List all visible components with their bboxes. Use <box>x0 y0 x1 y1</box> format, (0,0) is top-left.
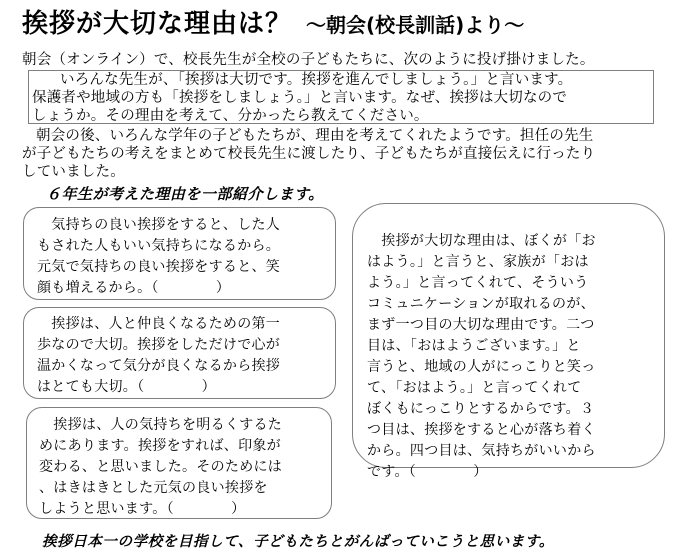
followup-paragraph <box>22 127 682 181</box>
card-line: 挨拶が大切な理由は、ぼくが「お <box>367 233 596 249</box>
card-line: 気持ちの良い挨拶をすると、した人 <box>37 217 281 233</box>
reason-card-4-text <box>367 231 596 483</box>
card-line: 歩なので大切。挨拶をしただけで心が <box>37 337 281 353</box>
card-line: もされた人もいい気持ちになるから。 <box>37 238 281 254</box>
card-line: コミュニケーションが取れるのが、 <box>367 296 595 312</box>
followup-line: 朝会の後、いろんな学年の子どもたちが、理由を考えてくれたようです。担任の先生 <box>36 128 594 144</box>
reason-card-3-text <box>39 415 282 520</box>
closing-message: 挨拶日本一の学校を目指して、子どもたちとがんばっていこうと思います。 <box>42 533 554 550</box>
quote-text <box>32 71 662 125</box>
card-line: て、「おはよう。」と言ってくれて <box>367 380 582 396</box>
page-title <box>22 6 524 45</box>
card-line: 目は、「おはようございます。」と <box>367 338 581 354</box>
quote-line: しょうか。その理由を考えて、分かったら教えてください。 <box>32 108 429 124</box>
card-line: 言うと、地域の人がにっこりと笑っ <box>367 359 596 375</box>
card-line: 、はきはきとした元気の良い挨拶を <box>39 480 268 496</box>
card-line: ぼくもにっこりとするからです。３ <box>367 401 595 417</box>
reason-card-1-text <box>37 215 280 299</box>
title-subtitle: ～朝会(校長訓話)より～ <box>306 13 525 37</box>
followup-line: が子どもたちの考えをまとめて校長先生に渡したり、子どもたちが直接伝えに行ったり <box>22 146 596 162</box>
card-line: はよう。」と言うと、家族が「おは <box>367 254 589 270</box>
card-line: めにあります。挨拶をすれば、印象が <box>39 438 281 454</box>
card-line: まず一つ目の大切な理由です。二つ <box>367 317 595 333</box>
intro-paragraph: 朝会（オンライン）で、校長先生が全校の子どもたちに、次のように投げ掛けました。 <box>22 52 595 68</box>
card-line: しようと思います。（ ） <box>39 501 246 517</box>
quote-line: いろんな先生が、「挨拶は大切です。挨拶を進んでしましょう。」と言います。 <box>60 72 573 88</box>
card-line: 顔も増えるから。（ ） <box>37 280 231 296</box>
section-heading: ６年生が考えた理由を一部紹介します。 <box>46 185 324 203</box>
card-line: 変わる、と思いました。そのためには <box>39 459 283 475</box>
card-line: から。四つ目は、気持ちがいいから <box>367 443 596 459</box>
title-main: 挨拶が大切な理由は？ <box>22 9 293 39</box>
card-line: よう。」と言ってくれて、そういう <box>367 275 589 291</box>
reason-card-2-text <box>37 314 280 398</box>
card-line: 温かくなって気分が良くなるから挨拶 <box>37 358 281 374</box>
card-line: つ目は、挨拶をすると心が落ち着く <box>367 422 596 438</box>
quote-line: 保護者や地域の方も「挨拶をしましょう。」と言います。なぜ、挨拶は大切なので <box>32 90 568 106</box>
card-line: です。（ ） <box>367 464 488 480</box>
card-line: 挨拶は、人と仲良くなるための第一 <box>37 316 281 332</box>
followup-line: していました。 <box>22 164 125 180</box>
card-line: はとても大切。（ ） <box>37 379 216 395</box>
card-line: 挨拶は、人の気持ちを明るくするた <box>39 417 283 433</box>
card-line: 元気で気持ちの良い挨拶をすると、笑 <box>37 259 281 275</box>
